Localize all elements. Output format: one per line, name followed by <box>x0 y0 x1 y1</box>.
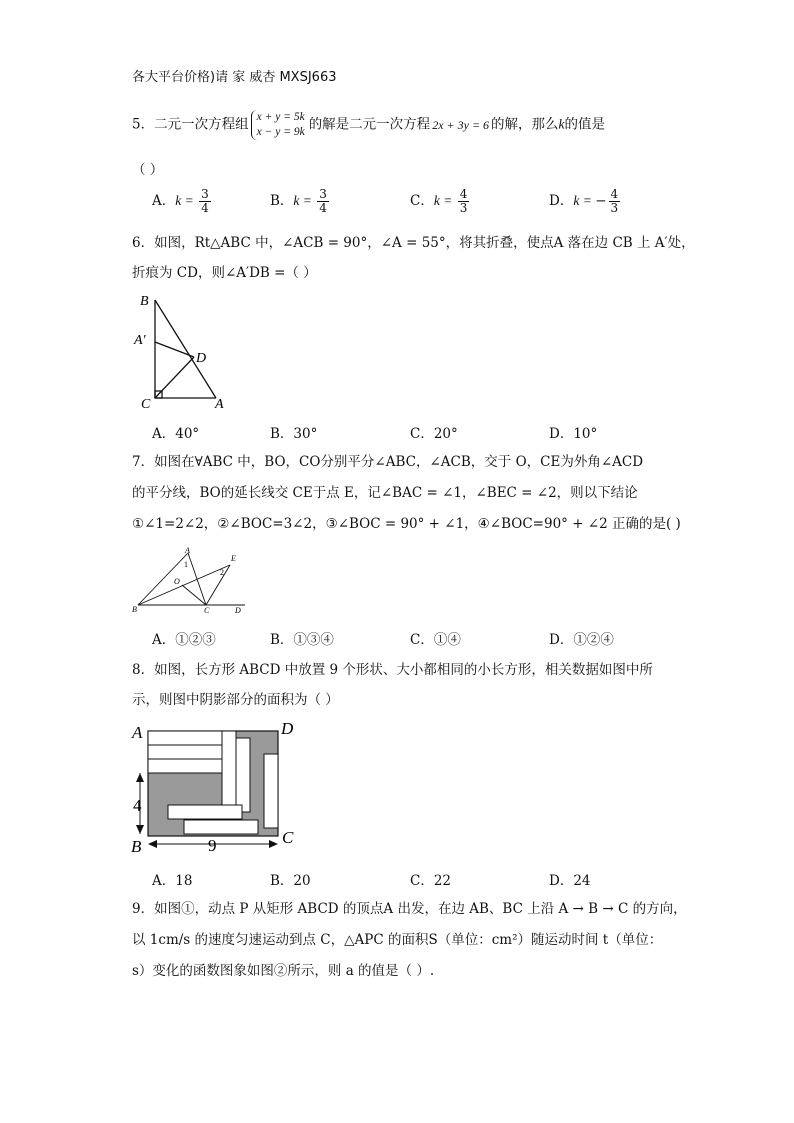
q8-label-C: C <box>282 828 294 847</box>
q6-option-b[interactable]: B．30° <box>270 426 318 442</box>
q8-line-1: 8．如图，长方形 ABCD 中放置 9 个形状、大小都相同的小长方形，相关数据如图中所 <box>132 662 653 678</box>
q7-option-d[interactable]: D．①②④ <box>549 632 614 648</box>
q7-option-a[interactable]: A．①②③ <box>152 632 216 648</box>
q5-option-numerator: 4 <box>459 187 468 201</box>
q6-option-c[interactable]: C．20° <box>410 426 458 442</box>
q6-label-C: C <box>141 397 151 412</box>
q5-option-label: C． <box>410 193 434 209</box>
q5-k: k <box>558 116 565 132</box>
q5-option-label: B． <box>270 193 294 209</box>
q5-option-var: k = <box>573 193 596 208</box>
q8-rectangle-figure <box>128 716 308 861</box>
q6-line-2: 折痕为 CD，则∠A′DB =（ ） <box>132 265 317 281</box>
q5-answer-paren: （ ） <box>132 162 164 178</box>
q9-line-2: 以 1cm/s 的速度匀速运动到点 C，△APC 的面积S（单位：cm²）随运动时间 t（单位： <box>132 932 663 948</box>
q8-width-label: 9 <box>208 836 217 855</box>
q9-line-1: 9．如图①，动点 P 从矩形 ABCD 的顶点A 出发，在边 AB、BC 上沿 A → B → C 的方向， <box>132 901 687 917</box>
q7-label-E: E <box>231 554 236 563</box>
q5-option-denominator: 4 <box>319 201 327 215</box>
q8-label-B: B <box>131 837 142 856</box>
q5-option-fraction <box>458 188 470 215</box>
q5-option-var: k = <box>175 193 198 208</box>
q5-equation-system <box>251 110 305 140</box>
q7-line-2: 的平分线，BO的延长线交 CE于点 E，记∠BAC = ∠1，∠BEC = ∠2，则以下结论 <box>132 485 638 501</box>
q5-option-fraction <box>317 188 329 215</box>
q6-label-A: A <box>215 397 224 412</box>
q8-label-A: A <box>132 723 143 742</box>
page-header: 各大平台价格)请 家 威杏 MXSJ663 <box>132 70 337 85</box>
q5-mid: 的解是二元一次方程 <box>308 116 431 133</box>
q5-option-d[interactable] <box>549 188 622 215</box>
q5-option-c[interactable] <box>410 188 471 215</box>
q5-option-sign: − <box>595 193 607 209</box>
q5-option-numerator: 3 <box>201 187 209 201</box>
q7-line-1: 7．如图在∀ABC 中，BO，CO分别平分∠ABC，∠ACB，交于 O，CE为外角∠ACD <box>132 454 644 470</box>
q7-triangle-figure <box>130 545 250 615</box>
q8-line-2: 示，则图中阴影部分的面积为（ ） <box>132 692 339 708</box>
q7-option-c[interactable]: C．①④ <box>410 632 461 648</box>
q5-option-fraction <box>199 188 211 215</box>
q9-line-3: s）变化的函数图象如图②所示，则 a 的值是（ ）. <box>132 963 435 979</box>
q6-label-D: D <box>196 351 207 366</box>
q6-label-B: B <box>140 294 149 309</box>
q5-suffix: 的解，那么 <box>491 116 559 133</box>
q7-label-C: C <box>204 606 210 615</box>
q6-line-1: 6．如图，Rt△ABC 中，∠ACB = 90°，∠A = 55°，将其折叠，使点A 落在边 CB 上 A′处， <box>132 235 695 251</box>
q5-option-b[interactable] <box>270 188 331 215</box>
q5-option-numerator: 4 <box>610 187 619 201</box>
q6-label-A-prime: A′ <box>134 333 146 348</box>
q7-label-B: B <box>132 605 137 614</box>
q7-option-b[interactable]: B．①③④ <box>270 632 334 648</box>
q7-label-2: 2 <box>220 568 224 577</box>
q8-option-b[interactable]: B．20 <box>270 873 311 889</box>
q5-option-var: k = <box>433 193 456 208</box>
q5-prefix: 5．二元一次方程组 <box>132 116 249 133</box>
question-5-stem <box>132 110 605 140</box>
q5-option-fraction <box>609 188 621 215</box>
q6-option-d[interactable]: D．10° <box>549 426 598 442</box>
q5-option-a[interactable] <box>152 188 213 215</box>
q5-option-label: A． <box>152 193 176 209</box>
q7-label-A: A <box>185 546 190 555</box>
q5-option-denominator: 3 <box>610 201 619 215</box>
q7-label-1: 1 <box>184 560 188 569</box>
q5-end: 的值是 <box>564 116 606 133</box>
q5-option-numerator: 3 <box>319 187 327 201</box>
q5-option-label: D． <box>549 193 574 209</box>
q6-triangle-figure <box>130 290 230 415</box>
q7-line-3: ①∠1=2∠2，②∠BOC=3∠2，③∠BOC = 90° + ∠1，④∠BOC=90° + ∠2 正确的是( ) <box>132 516 681 532</box>
q6-option-a[interactable]: A．40° <box>152 426 200 442</box>
q8-height-label: 4 <box>133 796 142 815</box>
q8-label-D: D <box>281 719 294 738</box>
q5-option-denominator: 3 <box>459 201 468 215</box>
q5-eq3: 2x + 3y = 6 <box>432 117 490 132</box>
q7-label-D: D <box>235 606 241 615</box>
q7-label-O: O <box>174 577 180 586</box>
q8-option-a[interactable]: A．18 <box>152 873 193 889</box>
q8-option-d[interactable]: D．24 <box>549 873 591 889</box>
q8-option-c[interactable]: C．22 <box>410 873 452 889</box>
q5-option-var: k = <box>293 193 316 208</box>
q5-option-denominator: 4 <box>201 201 209 215</box>
q5-eq1: x + y = 5k <box>256 111 305 123</box>
q5-eq2: x − y = 9k <box>256 126 305 138</box>
